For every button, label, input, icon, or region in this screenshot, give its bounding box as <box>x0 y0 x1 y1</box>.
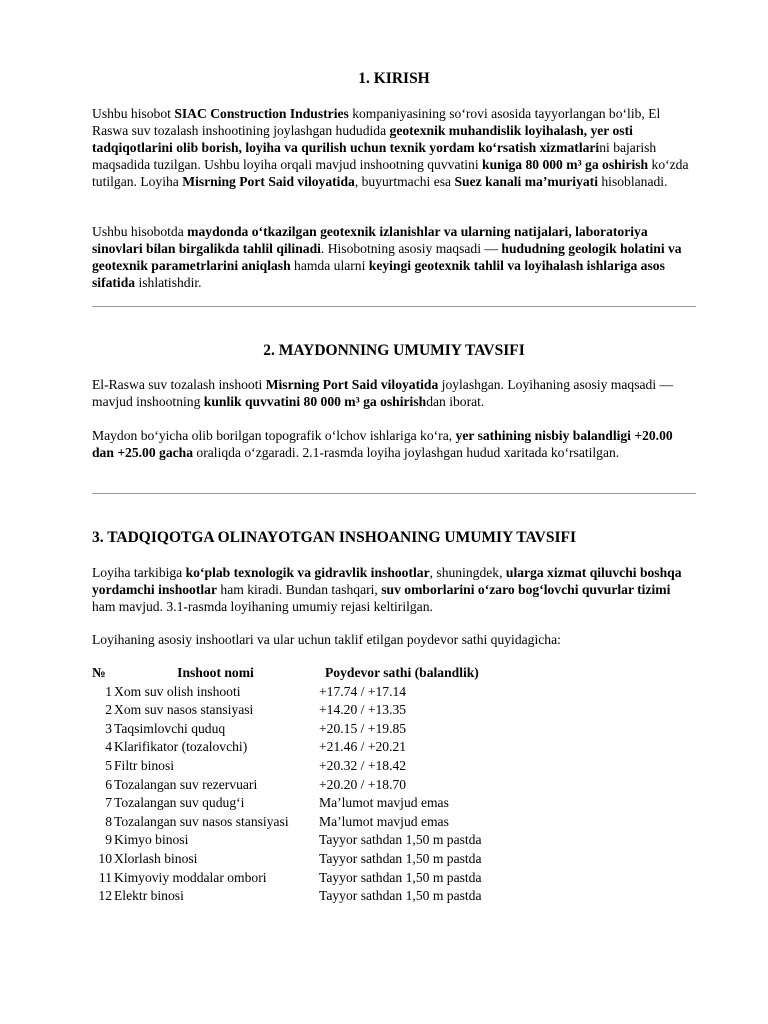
row-number: 6 <box>105 776 112 792</box>
text-run: . Hisobotning asosiy maqsadi — <box>320 241 502 256</box>
structure-name: Klarifikator (tozalovchi) <box>114 739 248 755</box>
text-run: ishlatishdir. <box>135 275 202 290</box>
column-header-level: Poydevor sathi (balandlik) <box>325 665 479 680</box>
table-row <box>92 757 482 776</box>
section-1-paragraph-2 <box>92 223 696 291</box>
text-run: oraliqda o‘zgaradi. 2.1-rasmda loyiha joylashgan hudud xaritada ko‘rsatilgan. <box>193 445 620 460</box>
structure-name: Tozalangan suv qudug‘i <box>114 795 245 811</box>
text-run: ham kiradi. Bundan tashqari, <box>217 582 382 597</box>
bold-text: kuniga 80 000 m³ ga oshirish <box>482 157 649 172</box>
foundation-level: +17.74 / +17.14 <box>319 683 407 699</box>
text-run: Loyiha tarkibiga <box>92 565 186 580</box>
table-row <box>92 683 482 702</box>
text-run: ham mavjud. 3.1-rasmda loyihaning umumiy rejasi keltirilgan. <box>92 599 433 614</box>
foundation-level: +20.20 / +18.70 <box>319 776 407 792</box>
structure-name: Tozalangan suv rezervuari <box>114 776 258 792</box>
bold-text: geotexnik muhandislik loyihalash, yer osti tadqiqotlarini olib borish, loyiha va qurilish uchun texnik yordam ko‘rsatish xizmatlari <box>92 123 633 155</box>
row-number: 11 <box>98 869 112 885</box>
foundation-level: +14.20 / +13.35 <box>319 702 407 718</box>
structure-name: Xom suv olish inshooti <box>114 683 241 699</box>
bold-text: ularga xizmat qiluvchi boshqa yordamchi inshootlar <box>92 565 682 597</box>
column-header-number: № <box>92 665 106 680</box>
table-row <box>92 850 482 869</box>
text-run: dan iborat. <box>426 394 485 409</box>
text-run: kompaniyasining so‘rovi asosida tayyorlangan bo‘lib, El Raswa suv tozalash inshootining joylashgan hududida <box>92 106 661 138</box>
section-2-paragraph-2 <box>92 427 696 461</box>
text-run: hisoblanadi. <box>597 174 668 189</box>
text-run: Maydon bo‘yicha olib borilgan topografik o‘lchov ishlariga ko‘ra, <box>92 428 456 443</box>
row-number: 12 <box>98 888 112 904</box>
text-run: , shuningdek, <box>429 565 506 580</box>
bold-text: suv omborlarini o‘zaro bog‘lovchi quvurlar tizimi <box>381 582 671 597</box>
bold-text: kunlik quvvatini 80 000 m³ ga oshirish <box>203 394 427 409</box>
foundation-levels-table <box>92 664 482 906</box>
table-row <box>92 738 482 757</box>
table-row <box>92 701 482 720</box>
structure-name: Elektr binosi <box>114 888 184 904</box>
structure-name: Kimyo binosi <box>114 832 189 848</box>
text-run: El-Raswa suv tozalash inshooti <box>92 377 266 392</box>
structure-name: Kimyoviy moddalar ombori <box>114 869 267 885</box>
foundation-level: Tayyor sathdan 1,50 m pastda <box>319 869 482 885</box>
row-number: 7 <box>105 795 112 811</box>
foundation-level: +20.32 / +18.42 <box>319 757 407 773</box>
section-3-title: 3. TADQIQOTGA OLINAYOTGAN INSHOANING UMUMIY TAVSIFI <box>92 529 577 546</box>
foundation-level: Tayyor sathdan 1,50 m pastda <box>319 888 482 904</box>
table-row <box>92 776 482 795</box>
text-run: ko‘zda tutilgan. Loyiha <box>92 157 689 189</box>
text-run: ni bajarish maqsadida tuzilgan. Ushbu loyiha orqali mavjud inshootning quvvatini <box>92 140 657 172</box>
row-number: 1 <box>105 683 112 699</box>
bold-text: yer sathining nisbiy balandligi +20.00 dan +25.00 gacha <box>92 428 673 460</box>
structure-name: Tozalangan suv nasos stansiyasi <box>114 813 289 829</box>
row-number: 5 <box>105 757 112 773</box>
table-body <box>92 683 482 906</box>
table-row <box>92 720 482 739</box>
bold-text: SIAC Construction Industries <box>174 106 349 121</box>
text-run: Ushbu hisobot <box>92 106 175 121</box>
section-1-paragraph-1 <box>92 105 696 190</box>
bold-text: ko‘plab texnologik va gidravlik inshootlar <box>185 565 430 580</box>
structure-name: Taqsimlovchi quduq <box>114 720 226 736</box>
foundation-level: +21.46 / +20.21 <box>319 739 407 755</box>
row-number: 8 <box>105 813 112 829</box>
foundation-level: +20.15 / +19.85 <box>319 720 407 736</box>
foundation-level: Tayyor sathdan 1,50 m pastda <box>319 832 482 848</box>
table-row <box>92 831 482 850</box>
foundation-level: Ma’lumot mavjud emas <box>319 813 449 829</box>
structure-name: Xom suv nasos stansiyasi <box>114 702 254 718</box>
table-row <box>92 794 482 813</box>
bold-text: Misrning Port Said viloyatida <box>182 174 355 189</box>
text-run: Ushbu hisobotda <box>92 224 188 239</box>
text-run: joylashgan. Loyihaning asosiy maqsadi — mavjud inshootning <box>92 377 674 409</box>
bold-text: Suez kanali ma’muriyati <box>454 174 598 189</box>
row-number: 9 <box>105 832 112 848</box>
structure-name: Filtr binosi <box>114 757 175 773</box>
section-2-title: 2. MAYDONNING UMUMIY TAVSIFI <box>263 342 525 359</box>
text-run: , buyurtmachi esa <box>354 174 455 189</box>
bold-text: keyingi geotexnik tahlil va loyihalash ishlariga asos sifatida <box>92 258 665 290</box>
section-divider <box>92 493 696 494</box>
bold-text: hududning geologik holatini va geotexnik parametrlarini aniqlash <box>92 241 682 273</box>
table-row <box>92 887 482 906</box>
section-1-title: 1. KIRISH <box>358 70 430 87</box>
section-2-paragraph-1 <box>92 376 696 410</box>
row-number: 10 <box>98 850 112 866</box>
foundation-level: Ma’lumot mavjud emas <box>319 795 449 811</box>
table-header-row <box>92 664 482 683</box>
bold-text: maydonda o‘tkazilgan geotexnik izlanishlar va ularning natijalari, laboratoriya sinovlari bilan birgalikda tahlil qilinadi <box>92 224 648 256</box>
bold-text: Misrning Port Said viloyatida <box>265 377 439 392</box>
text-run: hamda ularni <box>290 258 369 273</box>
section-divider <box>92 306 696 307</box>
structure-name: Xlorlash binosi <box>114 850 198 866</box>
section-3-paragraph-2: Loyihaning asosiy inshootlari va ular uchun taklif etilgan poydevor sathi quyidagicha: <box>92 632 561 647</box>
row-number: 4 <box>105 739 112 755</box>
row-number: 2 <box>105 702 112 718</box>
table-row <box>92 813 482 832</box>
section-3-paragraph-1 <box>92 564 696 615</box>
foundation-level: Tayyor sathdan 1,50 m pastda <box>319 850 482 866</box>
row-number: 3 <box>105 720 112 736</box>
column-header-name: Inshoot nomi <box>177 665 254 680</box>
table-row <box>92 869 482 888</box>
